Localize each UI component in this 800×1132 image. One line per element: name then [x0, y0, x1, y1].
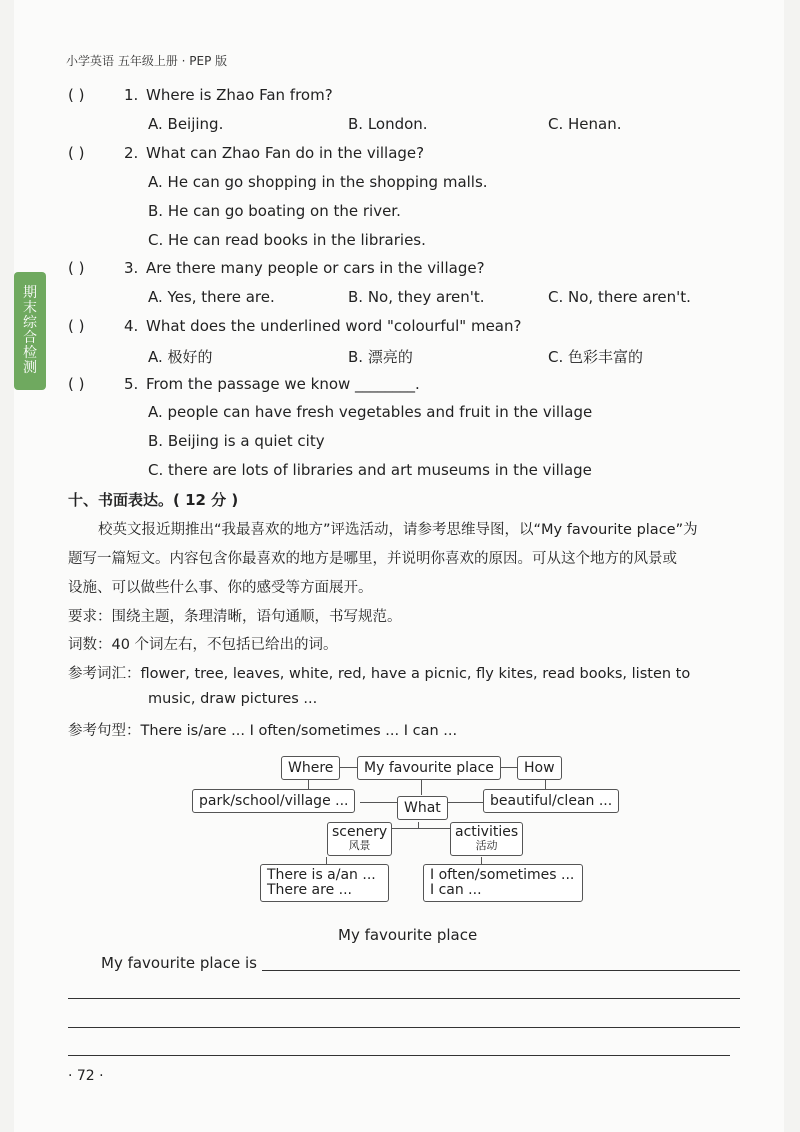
scenery-label-cn: 风景: [348, 839, 371, 852]
option-4a: A. 极好的: [148, 348, 213, 366]
question-number-2: 2.: [124, 144, 139, 162]
side-tab-label: 期 末 综 合 检 测: [23, 285, 37, 376]
writing-line[interactable]: [68, 1027, 740, 1028]
question-text-4: What does the underlined word "colourful" mean?: [146, 317, 522, 335]
question-text-5: From the passage we know ________.: [146, 375, 420, 393]
writing-line[interactable]: [262, 970, 740, 971]
answer-blank-1[interactable]: ( ): [68, 86, 85, 104]
connector: [545, 779, 546, 789]
requirement: 要求：围绕主题，条理清晰，语句通顺，书写规范。: [68, 609, 402, 625]
question-number-4: 4.: [124, 317, 139, 335]
reference-vocab-line-2: music, draw pictures ...: [148, 691, 318, 707]
mindmap-how-detail: beautiful/clean ...: [483, 789, 619, 813]
answer-blank-2[interactable]: ( ): [68, 144, 85, 162]
instructions-line-3: 设施、可以做些什么事、你的感受等方面展开。: [68, 580, 373, 596]
essay-title: My favourite place: [338, 926, 478, 944]
mindmap-scenery-sentences: [260, 864, 389, 902]
answer-blank-5[interactable]: ( ): [68, 375, 85, 393]
mindmap-activities-sentences: [423, 864, 583, 902]
question-text-3: Are there many people or cars in the village?: [146, 259, 485, 277]
option-5b: B. Beijing is a quiet city: [148, 432, 325, 450]
mindmap-where-detail: park/school/village ...: [192, 789, 355, 813]
writing-line[interactable]: [68, 998, 740, 999]
option-2b: B. He can go boating on the river.: [148, 202, 401, 220]
option-3c: C. No, there aren't.: [548, 288, 691, 306]
instructions-line-2: 题写一篇短文。内容包含你最喜欢的地方是哪里，并说明你喜欢的原因。可从这个地方的风景或: [68, 551, 677, 567]
option-1a: A. Beijing.: [148, 115, 224, 133]
connector: [421, 778, 422, 795]
option-1c: C. Henan.: [548, 115, 622, 133]
page-header: 小学英语 五年级上册 · PEP 版: [66, 54, 228, 68]
writing-line[interactable]: [68, 1055, 730, 1056]
mindmap-activities: [450, 822, 523, 856]
question-number-3: 3.: [124, 259, 139, 277]
connector: [444, 802, 484, 803]
scenery-label: scenery: [332, 824, 388, 840]
reference-vocab-line-1: 参考词汇：flower, tree, leaves, white, red, have a picnic, fly kites, read books, listen to: [68, 666, 691, 682]
question-text-1: Where is Zhao Fan from?: [146, 86, 333, 104]
scenery-sentence-1: There is a/an ...: [267, 867, 376, 883]
option-1b: B. London.: [348, 115, 428, 133]
activities-label-cn: 活动: [475, 839, 498, 852]
instructions-line-1: 校英文报近期推出“我最喜欢的地方”评选活动，请参考思维导图，以“My favourite place”为: [98, 522, 698, 538]
answer-blank-3[interactable]: ( ): [68, 259, 85, 277]
option-5c: C. there are lots of libraries and art museums in the village: [148, 461, 592, 479]
mindmap-where: Where: [281, 756, 340, 780]
option-3a: A. Yes, there are.: [148, 288, 275, 306]
question-number-5: 5.: [124, 375, 139, 393]
question-number-1: 1.: [124, 86, 139, 104]
side-tab: [14, 272, 46, 390]
mindmap-scenery: [327, 822, 392, 856]
option-4b: B. 漂亮的: [348, 348, 413, 366]
option-4c: C. 色彩丰富的: [548, 348, 644, 366]
connector: [360, 802, 398, 803]
word-count: 词数：40 个词左右，不包括已给出的词。: [68, 637, 338, 653]
connector: [308, 779, 309, 789]
option-5a: A. people can have fresh vegetables and fruit in the village: [148, 403, 593, 421]
mindmap-center: My favourite place: [357, 756, 501, 780]
connector: [338, 767, 358, 768]
mindmap-how: How: [517, 756, 562, 780]
section-title: 十、书面表达。( 12 分 ): [68, 491, 239, 509]
answer-blank-4[interactable]: ( ): [68, 317, 85, 335]
option-2a: A. He can go shopping in the shopping malls.: [148, 173, 488, 191]
connector: [500, 767, 518, 768]
option-3b: B. No, they aren't.: [348, 288, 485, 306]
scenery-sentence-2: There are ...: [267, 882, 352, 898]
reference-sentences: 参考句型：There is/are ... I often/sometimes ... I can ...: [68, 723, 458, 739]
essay-starter: My favourite place is: [101, 954, 257, 972]
mindmap-what: What: [397, 796, 448, 820]
activities-label: activities: [455, 824, 519, 840]
question-text-2: What can Zhao Fan do in the village?: [146, 144, 425, 162]
page-number: · 72 ·: [68, 1068, 104, 1084]
option-2c: C. He can read books in the libraries.: [148, 231, 426, 249]
activities-sentence-2: I can ...: [430, 882, 482, 898]
activities-sentence-1: I often/sometimes ...: [430, 867, 575, 883]
